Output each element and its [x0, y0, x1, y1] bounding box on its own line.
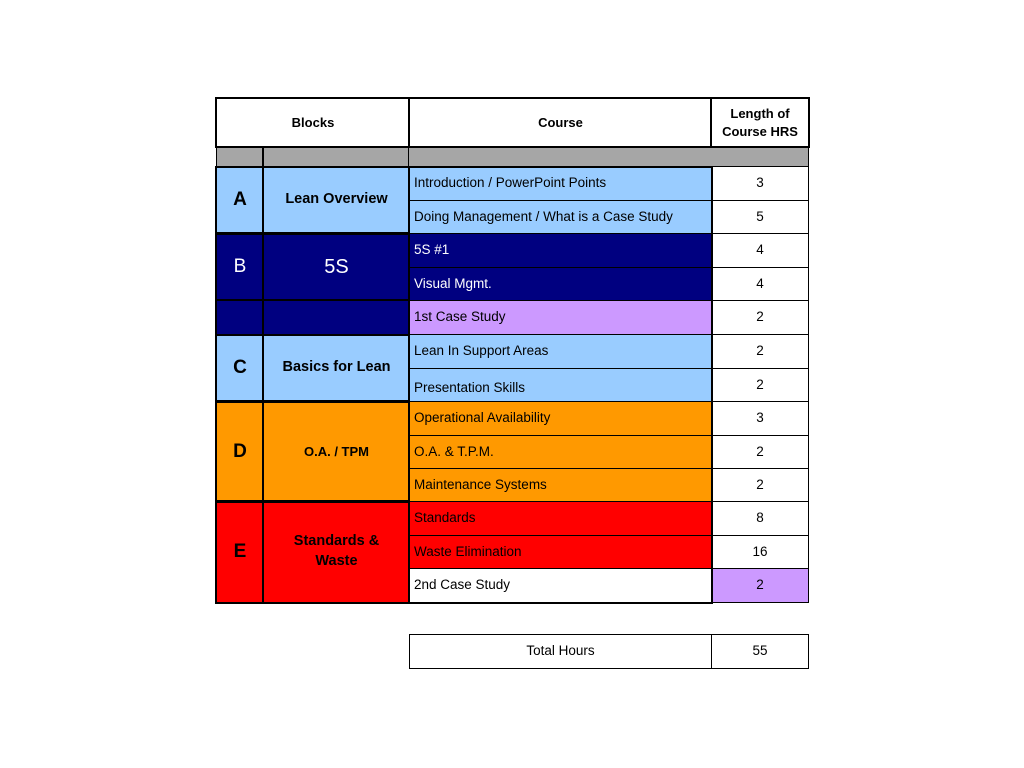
course-hours: 2	[711, 368, 809, 402]
course-hours: 16	[711, 535, 809, 569]
course-name: O.A. & T.P.M.	[409, 435, 712, 469]
course-name: 5S #1	[409, 233, 712, 268]
course-name: Operational Availability	[409, 401, 712, 436]
block-name-b: 5S	[263, 233, 410, 301]
block-letter-b: B	[216, 233, 264, 301]
block-letter-e: E	[216, 501, 264, 603]
course-hours: 3	[711, 166, 809, 201]
course-name: Standards	[409, 501, 712, 536]
course-hours: 8	[711, 501, 809, 536]
blocks-header: Blocks	[216, 98, 410, 148]
spacer-divider	[408, 147, 409, 167]
total-value: 55	[711, 634, 809, 669]
block-letter-d: D	[216, 401, 264, 502]
total-label: Total Hours	[409, 634, 712, 669]
block-name-d: O.A. / TPM	[263, 401, 410, 502]
course-hours: 2	[711, 334, 809, 369]
block-name-a: Lean Overview	[263, 166, 410, 234]
block-name-c: Basics for Lean	[263, 334, 410, 402]
block-b-extra-right	[263, 300, 410, 335]
course-name: Doing Management / What is a Case Study	[409, 200, 712, 234]
course-name: Visual Mgmt.	[409, 267, 712, 301]
block-letter-c: C	[216, 334, 264, 402]
course-hours: 2	[711, 435, 809, 469]
course-hours: 2	[711, 468, 809, 502]
course-name: Waste Elimination	[409, 535, 712, 569]
course-name: Maintenance Systems	[409, 468, 712, 502]
course-name: Presentation Skills	[409, 368, 712, 402]
course-name: Introduction / PowerPoint Points	[409, 166, 712, 201]
course-name: 1st Case Study	[409, 300, 712, 335]
block-divider	[262, 166, 264, 604]
spacer-row	[216, 147, 809, 167]
course-hours: 4	[711, 267, 809, 301]
course-hours: 2	[711, 568, 809, 603]
course-hours: 4	[711, 233, 809, 268]
course-name: Lean In Support Areas	[409, 334, 712, 369]
course-header: Course	[409, 98, 712, 148]
block-name-e: Standards & Waste	[263, 501, 410, 603]
course-name: 2nd Case Study	[409, 568, 712, 603]
block-letter-a: A	[216, 166, 264, 234]
course-hours: 5	[711, 200, 809, 234]
course-hours: 3	[711, 401, 809, 436]
spacer-divider	[262, 147, 264, 167]
course-hours: 2	[711, 300, 809, 335]
block-b-extra-left	[216, 300, 264, 335]
length-header: Length of Course HRS	[711, 98, 809, 148]
